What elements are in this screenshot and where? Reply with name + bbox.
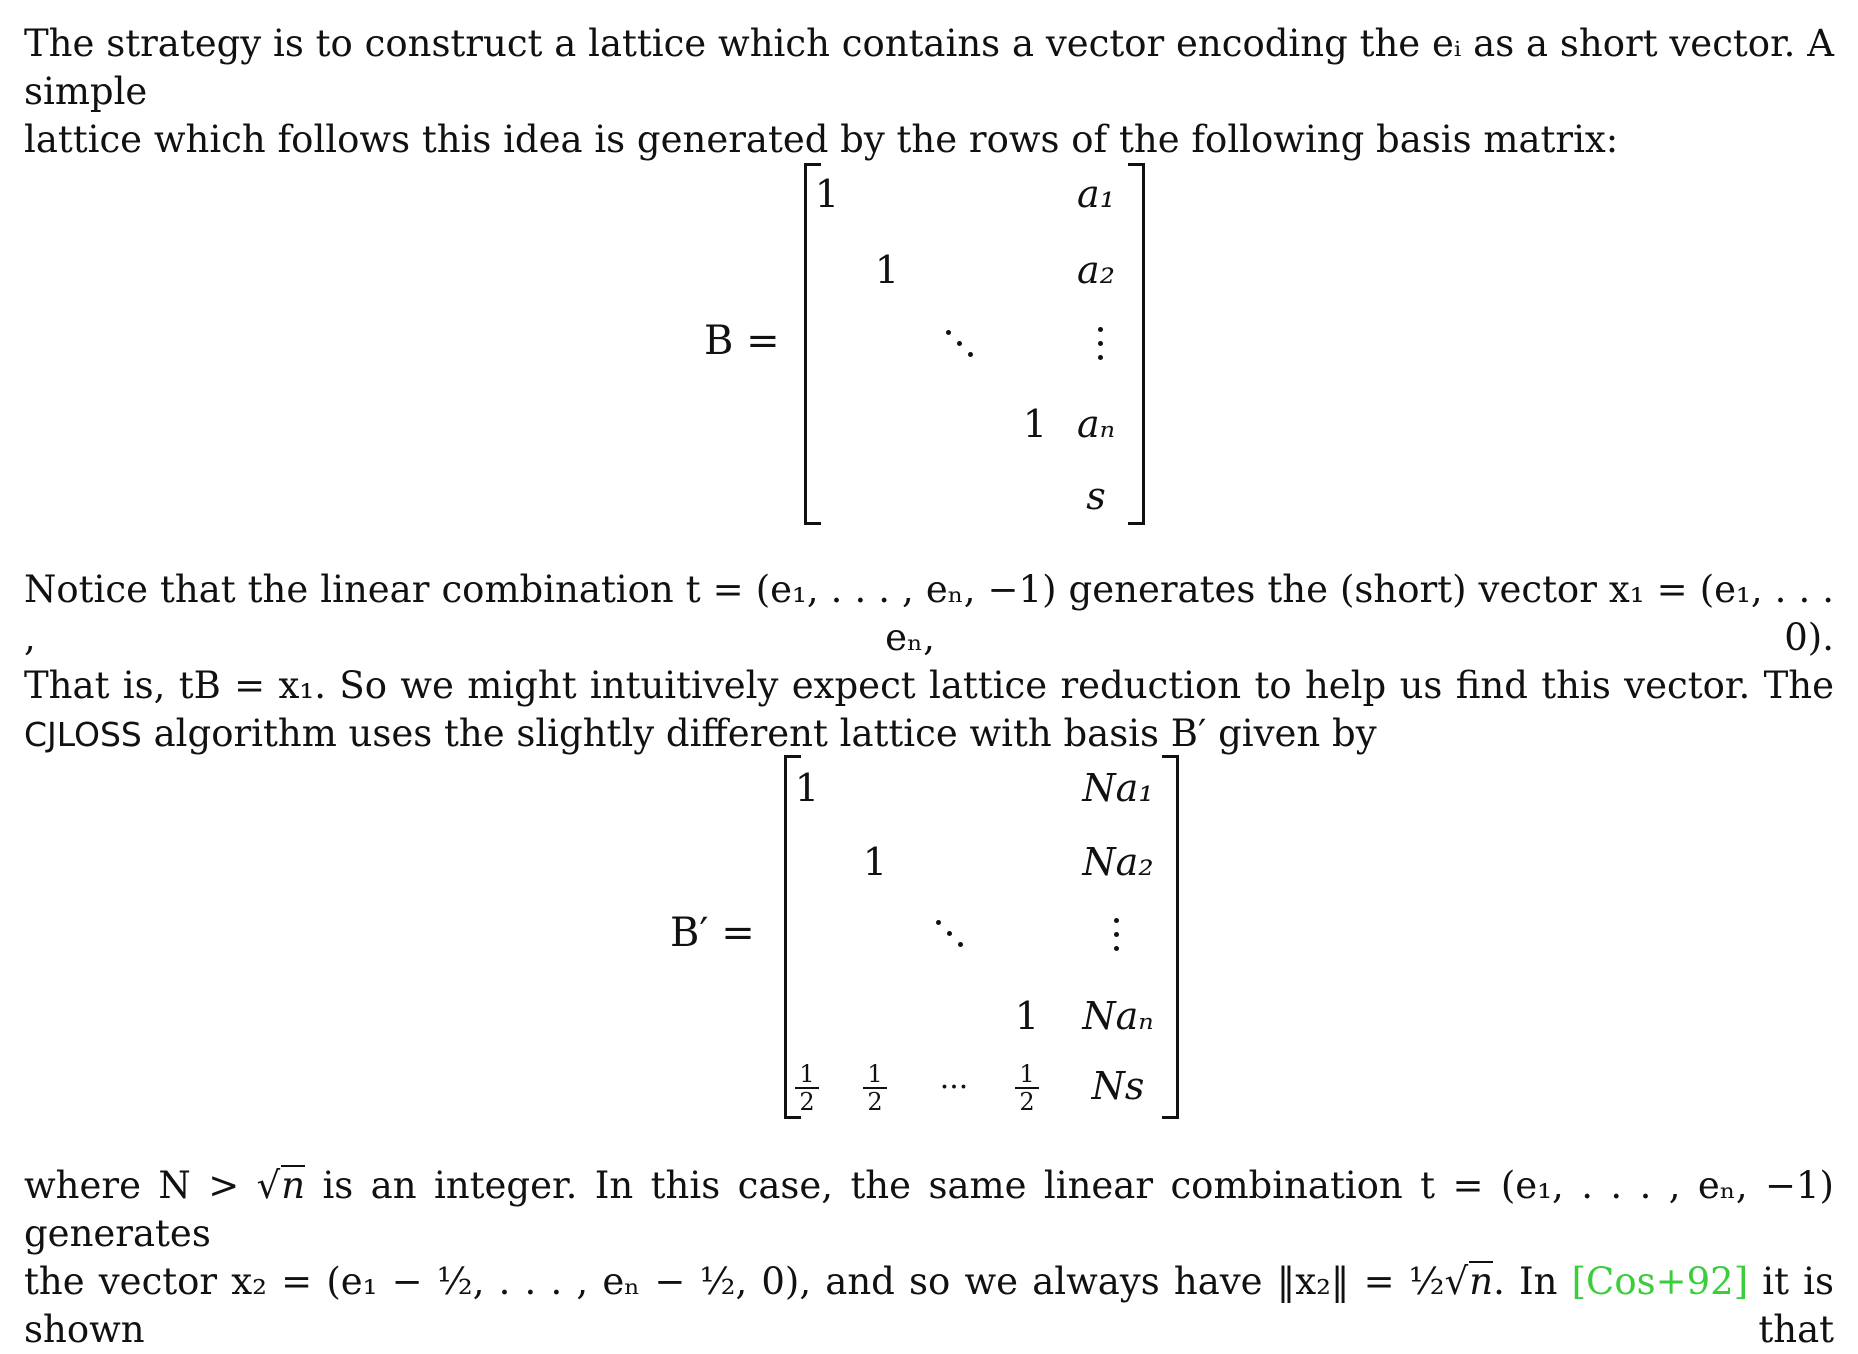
matrix-b-diag-n: 1 <box>1022 402 1048 446</box>
matrix-b-diag-2: 1 <box>874 248 900 292</box>
matrix-b-prime-diag-2: 1 <box>862 840 888 884</box>
matrix-b-right-bracket <box>1128 163 1145 525</box>
paragraph-2-line-3-rest: algorithm uses the slightly different lattice with basis B′ given by <box>141 712 1377 755</box>
matrix-b-vdots <box>1098 327 1104 369</box>
matrix-b-prime-na1: Na₁ <box>1082 766 1154 810</box>
paragraph-3-line-2: the vector x₂ = (e₁ − ½, . . . , eₙ − ½, 0), and so we always have ‖x₂‖ = ½√n. In [Cos+92] it is shown that <box>24 1260 1835 1351</box>
matrix-b-diag-1: 1 <box>814 172 840 216</box>
sqrt-n-2: n <box>1469 1260 1494 1303</box>
citation-link-cos92[interactable]: [Cos+92] <box>1571 1260 1749 1303</box>
matrix-b-prime-half-n: 1 2 <box>1015 1062 1039 1114</box>
matrix-b-prime-label: B′ = <box>670 910 755 956</box>
matrix-b-prime-nan: Naₙ <box>1082 994 1154 1038</box>
paragraph-2 <box>24 566 1834 759</box>
paragraph-3-line-1: where N > √n is an integer. In this case, the same linear combination t = (e₁, . . . , eₙ, −1) generates <box>24 1164 1834 1255</box>
paragraph-2-line-2: That is, tB = x₁. So we might intuitively expect lattice reduction to help us find this vector. The <box>24 664 1834 707</box>
paragraph-1-line-1: The strategy is to construct a lattice which contains a vector encoding the eᵢ as a short vector. A simple <box>24 22 1834 113</box>
matrix-b-prime-diag-1: 1 <box>794 766 820 810</box>
matrix-b-label: B = <box>704 318 780 364</box>
paragraph-1 <box>24 20 1834 164</box>
matrix-b-a2: a₂ <box>1077 248 1115 292</box>
paragraph-2-line-1: Notice that the linear combination t = (e₁, . . . , eₙ, −1) generates the (short) vector x₁ = (e₁, . . . , eₙ, 0). <box>24 568 1834 659</box>
matrix-b-prime-half-1: 1 2 <box>795 1062 819 1114</box>
paragraph-1-line-2: lattice which follows this idea is generated by the rows of the following basis matrix: <box>24 118 1619 161</box>
paragraph-3 <box>24 1162 1834 1354</box>
matrix-b-an: aₙ <box>1076 402 1116 446</box>
matrix-b-a1: a₁ <box>1077 172 1115 216</box>
matrix-b-prime-bottom-dots: ··· <box>939 1070 969 1105</box>
sqrt-n: n <box>281 1164 306 1207</box>
matrix-b-prime-ns: Ns <box>1091 1064 1145 1108</box>
matrix-b-prime-na2: Na₂ <box>1082 840 1154 884</box>
matrix-b-s: s <box>1086 474 1106 518</box>
matrix-b-prime-half-2: 1 2 <box>863 1062 887 1114</box>
paragraph-2-line-3 <box>24 710 1834 759</box>
matrix-b-prime-right-bracket <box>1162 755 1179 1119</box>
algorithm-name: CJLOSS <box>24 715 142 754</box>
matrix-b-prime-vdots <box>1114 918 1120 960</box>
matrix-b-left-bracket <box>804 163 821 525</box>
matrix-b-prime-diag-n: 1 <box>1014 994 1040 1038</box>
